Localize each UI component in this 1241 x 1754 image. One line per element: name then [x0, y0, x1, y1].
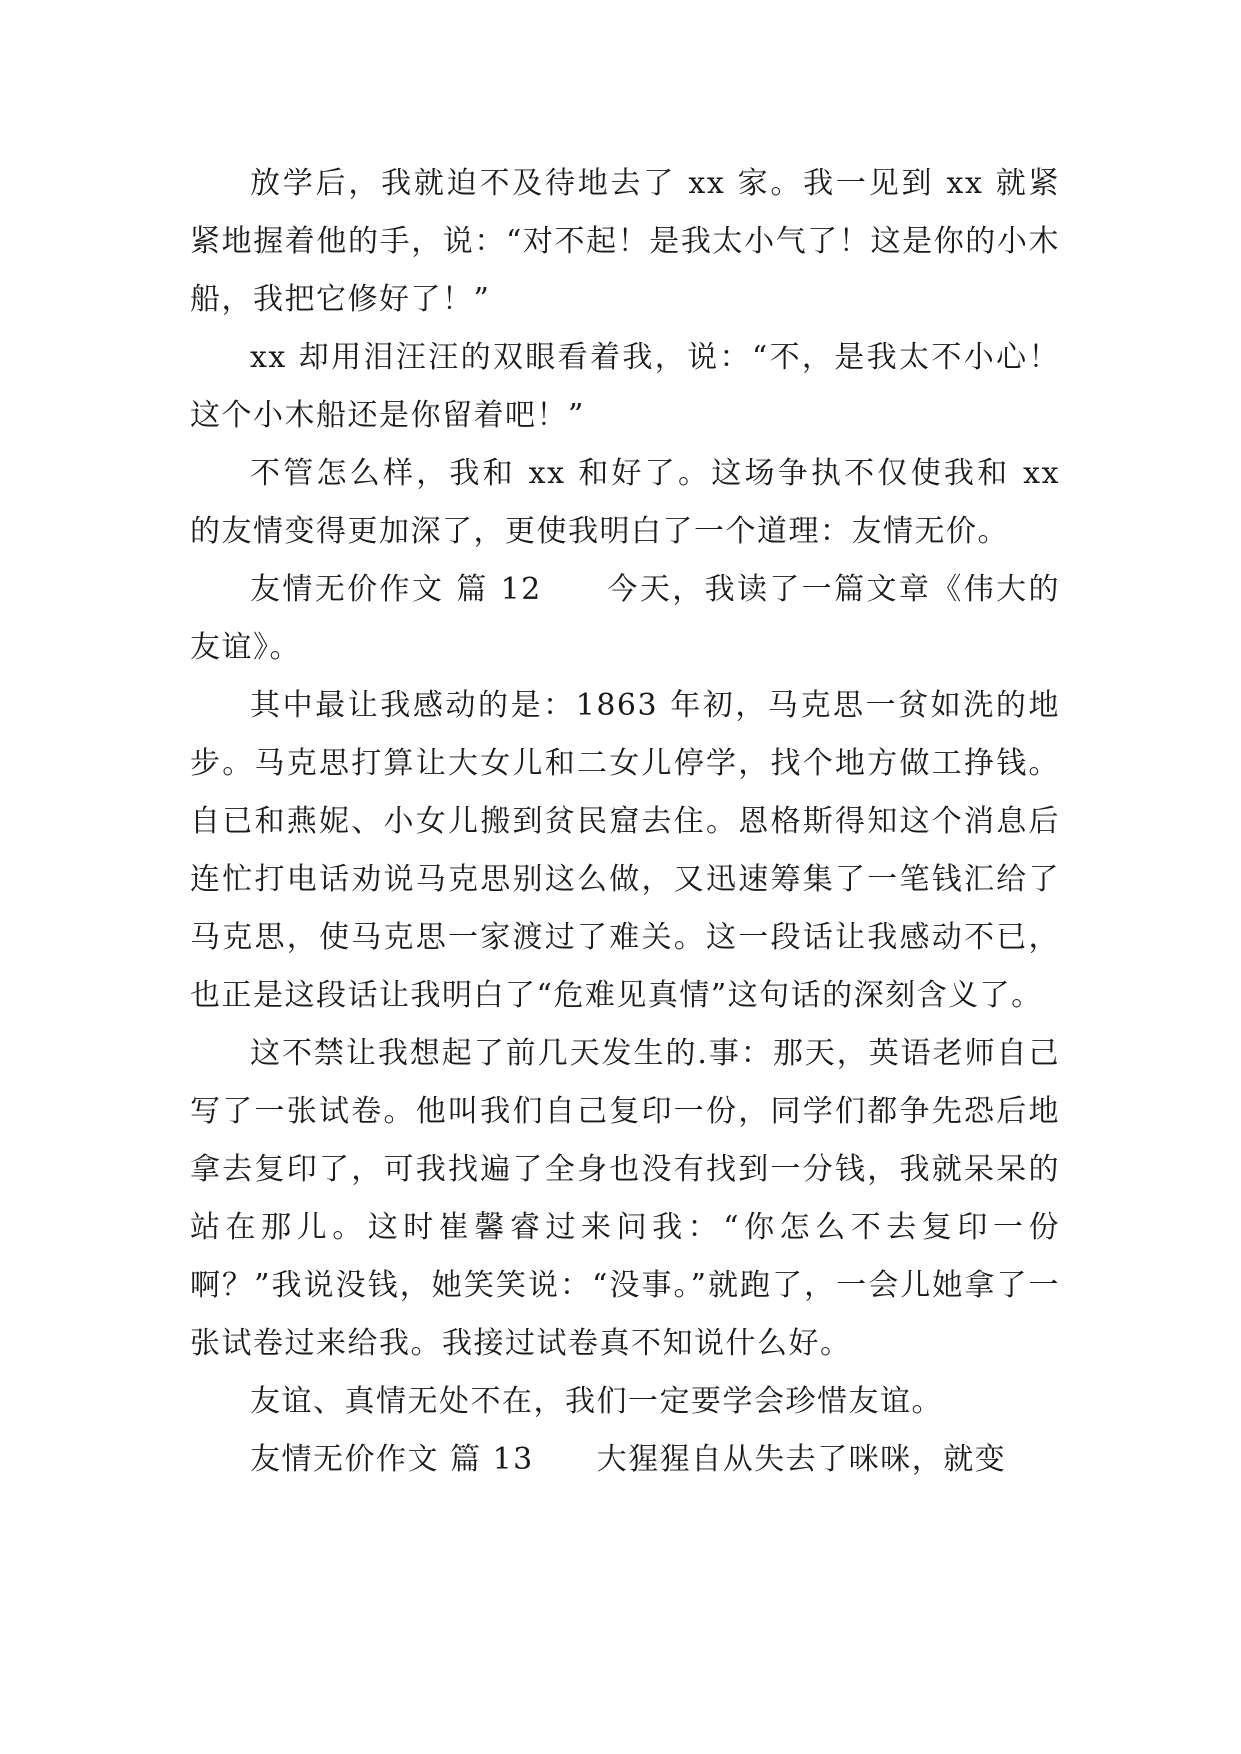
document-page: [190, 155, 1060, 1489]
paragraph-made-up: 不管怎么样，我和 xx 和好了。这场争执不仅使我和 xx 的友情变得更加深了，更使我明白了一个道理：友情无价。: [190, 456, 1060, 549]
paragraph-reconciliation: 放学后，我就迫不及待地去了 xx 家。我一见到 xx 就紧紧地握着他的手，说：“对不起！是我太小气了！这是你的小木船，我把它修好了！”: [190, 166, 1060, 317]
paragraph-marx-engels: 其中最让我感动的是：1863 年初，马克思一贫如洗的地步。马克思打算让大女儿和二女儿停学，找个地方做工挣钱。自已和燕妮、小女儿搬到贫民窟去住。恩格斯得知这个消息后连忙打电话劝说马克思别这么做，又迅速筹集了一笔钱汇给了马克思，使马克思一家渡过了难关。这一段话让我感动不已，也正是这段话让我明白了“危难见真情”这句话的深刻含义了。: [190, 688, 1060, 1013]
paragraph-xx-reply: xx 却用泪汪汪的双眼看着我，说：“不，是我太不小心！这个小木船还是你留着吧！”: [190, 340, 1060, 433]
paragraph-test-paper-story: 这不禁让我想起了前几天发生的.事：那天，英语老师自己写了一张试卷。他叫我们自己复印一份，同学们都争先恐后地拿去复印了，可我找遍了全身也没有找到一分钱，我就呆呆的站在那儿。这时崔馨睿过来问我：“你怎么不去复印一份啊？”我说没钱，她笑笑说：“没事。”就跑了，一会儿她拿了一张试卷过来给我。我接过试卷真不知说什么好。: [190, 1036, 1060, 1361]
paragraph-cherish-friendship: 友谊、真情无处不在，我们一定要学会珍惜友谊。: [250, 1384, 943, 1419]
paragraph-essay-13-heading: 友情无价作文 篇 13 大猩猩自从失去了咪咪，就变: [250, 1442, 1007, 1477]
paragraph-essay-12-heading: 友情无价作文 篇 12 今天，我读了一篇文章《伟大的友谊》。: [190, 572, 1060, 665]
